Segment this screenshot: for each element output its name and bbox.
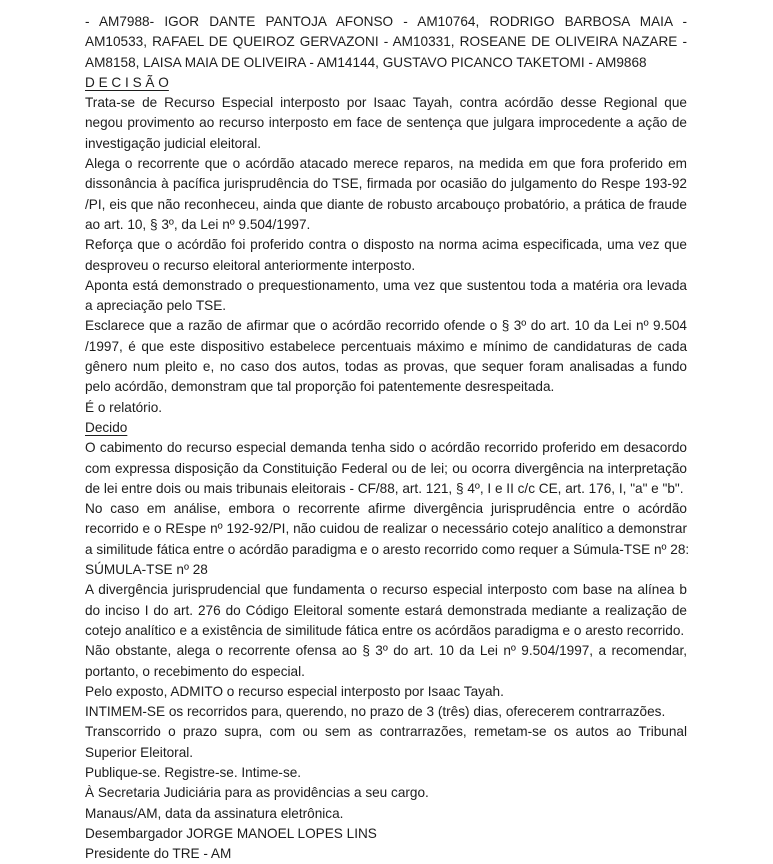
document-line: O cabimento do recurso especial demanda tenha sido o acórdão recorrido proferido em desacordo	[85, 440, 687, 456]
document-line: Pelo exposto, ADMITO o recurso especial interposto por Isaac Tayah.	[85, 683, 504, 699]
document-line: Alega o recorrente que o acórdão atacado merece reparos, na medida em que fora proferido em	[85, 156, 687, 172]
document-line: a similitude fática entre o acórdão paradigma e o aresto recorrido como requer a Súmula-TSE nº 28:	[85, 541, 690, 557]
document-line: recorrido e o REspe nº 192-92/PI, não cuidou de realizar o necessário cotejo analítico a demonstrar	[85, 521, 687, 537]
document-line: ao art. 10, § 3º, da Lei nº 9.504/1997.	[85, 216, 311, 232]
document-line: É o relatório.	[85, 399, 163, 415]
document-line: com expressa disposição da Constituição Federal ou de lei; ou ocorra divergência na interpretação	[85, 460, 687, 476]
document-line: cotejo analítico e a existência de similitude fática entre os acórdãos paradigma e o aresto recorrido.	[85, 622, 685, 638]
document-line: gênero num pleito e, no caso dos autos, todas as provas, que sequer foram analisadas a fundo	[85, 359, 687, 375]
document-line: negou provimento ao recurso interposto em face de sentença que julgara improcedente a ação de	[85, 115, 687, 131]
document-line: Transcorrido o prazo supra, com ou sem as contrarrazões, remetam-se os autos ao Tribunal	[85, 724, 687, 740]
document-line: a apreciação pelo TSE.	[85, 298, 227, 314]
document-line: Não obstante, alega o recorrente ofensa ao § 3º do art. 10 da Lei nº 9.504/1997, a recomendar,	[85, 643, 687, 659]
document-line: Desembargador JORGE MANOEL LOPES LINS	[85, 825, 377, 841]
document-line: INTIMEM-SE os recorridos para, querendo, no prazo de 3 (três) dias, oferecerem contrarrazões.	[85, 704, 666, 720]
document-line: /PI, eis que não reconheceu, ainda que diante de robusto arcabouço probatório, a prática de fraude	[85, 196, 687, 212]
document-text-block	[85, 12, 690, 864]
document-line: investigação judicial eleitoral.	[85, 135, 262, 151]
document-line: Trata-se de Recurso Especial interposto por Isaac Tayah, contra acórdão desse Regional que	[85, 95, 687, 111]
document-line: Manaus/AM, data da assinatura eletrônica.	[85, 805, 344, 821]
document-line: SÚMULA-TSE nº 28	[85, 562, 208, 578]
document-line: dissonância à pacífica jurisprudência do TSE, firmada por ocasião do julgamento do Respe 193-92	[85, 176, 687, 192]
document-line: Publique-se. Registre-se. Intime-se.	[85, 764, 302, 780]
document-line: desproveu o recurso eleitoral anteriormente interposto.	[85, 257, 416, 273]
document-line: pelo acórdão, demonstram que tal proporção foi patentemente desrespeitada.	[85, 379, 555, 395]
document-line: portanto, o recebimento do especial.	[85, 663, 305, 679]
document-line: AM10533, RAFAEL DE QUEIROZ GERVAZONI - AM10331, ROSEANE DE OLIVEIRA NAZARE -	[85, 34, 687, 50]
document-line: A divergência jurisprudencial que fundamenta o recurso especial interposto com base na alínea b	[85, 582, 687, 598]
document-line: Aponta está demonstrado o prequestionamento, uma vez que sustentou toda a matéria ora levada	[85, 277, 687, 293]
document-line: Superior Eleitoral.	[85, 744, 194, 760]
document-line: /1997, é que este dispositivo estabelece percentuais máximo e mínimo de candidaturas de cada	[85, 338, 687, 354]
document-heading-line: Decido	[85, 419, 128, 435]
document-line: do inciso I do art. 276 do Código Eleitoral somente estará demonstrada mediante a realização de	[85, 602, 687, 618]
document-line: No caso em análise, embora o recorrente afirme divergência jurisprudência entre o acórdão	[85, 501, 687, 517]
document-line: Reforça que o acórdão foi proferido contra o disposto na norma acima especificada, uma vez que	[85, 237, 687, 253]
document-line: de lei entre dois ou mais tribunais eleitorais - CF/88, art. 121, § 4º, I e II c/c CE, art. 176, I, "a" e "b".	[85, 480, 684, 496]
document-heading-line: D E C I S Ã O	[85, 74, 169, 90]
document-line: AM8158, LAISA MAIA DE OLIVEIRA - AM14144, GUSTAVO PICANCO TAKETOMI - AM9868	[85, 54, 647, 70]
document-line: Esclarece que a razão de afirmar que o acórdão recorrido ofende o § 3º do art. 10 da Lei nº 9.504	[85, 318, 687, 334]
document-line: - AM7988- IGOR DANTE PANTOJA AFONSO - AM10764, RODRIGO BARBOSA MAIA -	[85, 14, 687, 29]
document-line: À Secretaria Judiciária para as providências a seu cargo.	[85, 785, 429, 801]
document-line: Presidente do TRE - AM	[85, 846, 232, 862]
